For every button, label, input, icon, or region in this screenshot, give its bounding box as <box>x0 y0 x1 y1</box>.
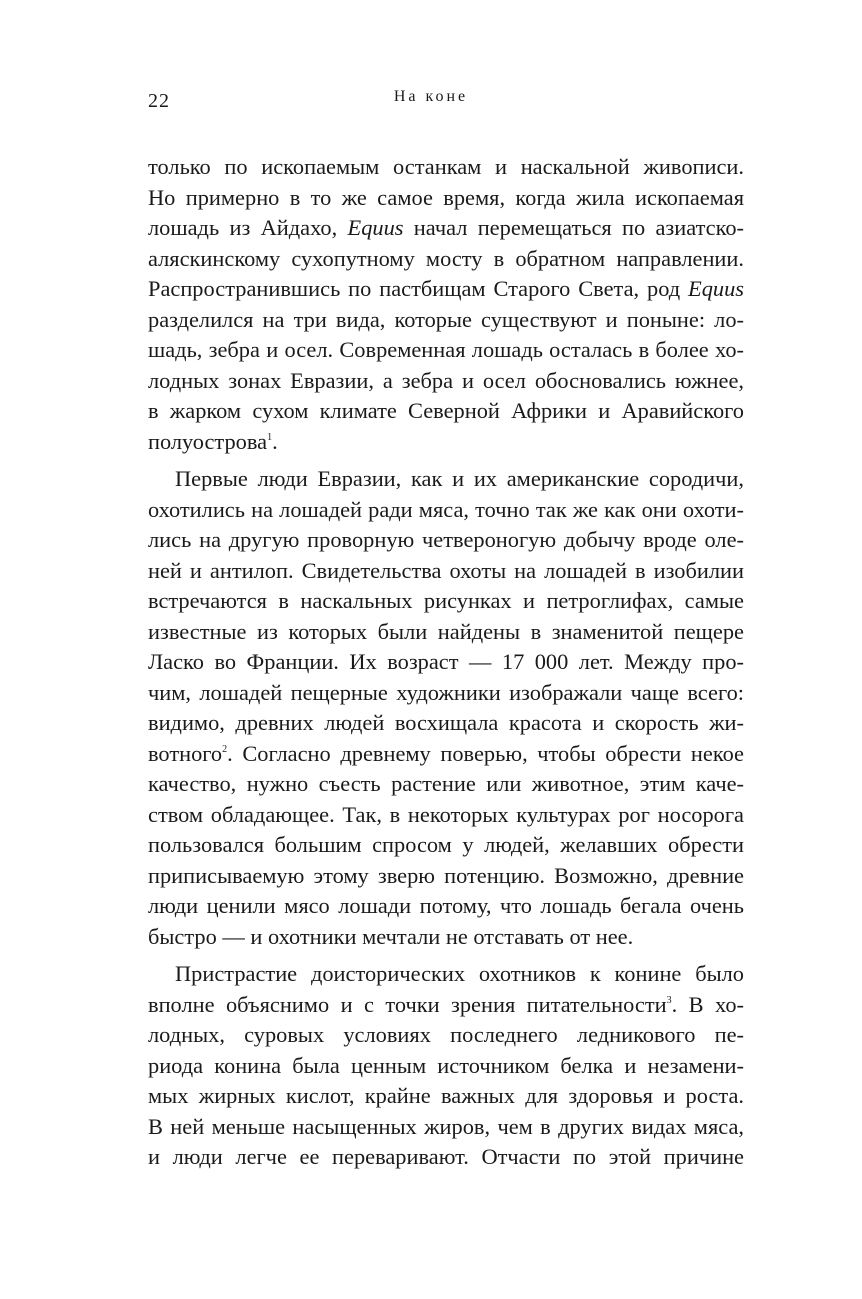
italic-term: Equus <box>347 215 404 240</box>
text-run: видимо, древних людей восхищала красота и скорость жи- <box>148 710 744 735</box>
text-line <box>148 586 744 617</box>
text-line <box>148 861 744 892</box>
text-run: быстро — и охотники мечтали не отставать от нее. <box>148 923 634 949</box>
text-run: Первые люди Евразии, как и их американские сородичи, <box>175 466 744 491</box>
text-line <box>148 739 744 770</box>
text-run: шадь, зебра и осел. Современная лошадь осталась в более хо- <box>148 337 744 362</box>
text-line <box>148 495 744 526</box>
text-run: ством обладающее. Так, в некоторых культурах рог носорога <box>148 801 744 827</box>
text-line <box>148 525 744 556</box>
text-line <box>148 1020 744 1051</box>
text-line <box>148 335 744 366</box>
running-title: На коне <box>393 88 469 105</box>
text-run: . В хо- <box>671 991 744 1017</box>
page-number: 22 <box>148 90 170 112</box>
text-run: ней и антилоп. Свидетельства охоты на лошадей в изобилии <box>148 557 744 583</box>
text-run: . Согласно древнему поверью, чтобы обрести некое <box>227 740 744 766</box>
paragraph <box>148 464 744 952</box>
text-line <box>148 922 744 953</box>
text-run: . <box>272 428 278 454</box>
text-line <box>148 1112 744 1143</box>
text-run: известные из которых были найдены в знаменитой пещере <box>148 618 744 644</box>
text-line <box>148 213 744 244</box>
text-line <box>148 678 744 709</box>
text-line <box>148 959 744 990</box>
text-line <box>148 274 744 305</box>
text-run: лись на другую проворную четвероногую добычу вроде оле- <box>148 527 744 552</box>
text-line <box>148 152 744 183</box>
text-run: риода конина была ценным источником белка и незамени- <box>148 1052 744 1078</box>
text-line <box>148 617 744 648</box>
text-run: встречаются в наскальных рисунках и петроглифах, самые <box>148 588 744 613</box>
text-run: Ласко во Франции. Их возраст — 17 000 лет. Между про- <box>148 649 744 674</box>
text-line <box>148 427 744 458</box>
text-line <box>148 990 744 1021</box>
text-run: лошадь из Айдахо, <box>148 215 348 240</box>
text-line <box>148 366 744 397</box>
text-run: лодных зонах Евразии, а зебра и осел обосновались южнее, <box>148 367 744 393</box>
text-run: разделился на три вида, которые существуют и поныне: ло- <box>148 306 744 332</box>
text-line <box>148 1081 744 1112</box>
text-run: Пристрастие доисторических охотников к конине было <box>175 961 744 986</box>
text-run: мых жирных кислот, крайне важных для здоровья и роста. <box>148 1083 744 1108</box>
text-run: начал перемещаться по азиатско- <box>403 215 744 240</box>
text-run: приписываемую этому зверю потенцию. Возможно, древние <box>148 862 744 888</box>
text-line <box>148 830 744 861</box>
text-line <box>148 708 744 739</box>
text-run: Распространившись по пастбищам Старого Света, род <box>148 276 689 301</box>
text-line <box>148 244 744 275</box>
text-line <box>148 396 744 427</box>
text-line <box>148 800 744 831</box>
footnote-ref: 3 <box>666 994 672 1006</box>
text-run: охотились на лошадей ради мяса, точно так же как они охоти- <box>148 496 744 522</box>
text-run: лодных, суровых условиях последнего ледникового пе- <box>148 1022 744 1047</box>
text-run: вотного <box>148 740 223 766</box>
text-line <box>148 464 744 495</box>
text-run: пользовался большим спросом у людей, желавших обрести <box>148 832 744 857</box>
footnote-ref: 1 <box>267 431 273 443</box>
paragraph-gap <box>148 457 744 464</box>
text-run: качество, нужно съесть растение или животное, этим каче- <box>148 771 744 796</box>
paragraph <box>148 959 744 1173</box>
text-line <box>148 305 744 336</box>
text-run: вполне объяснимо и с точки зрения питательности <box>148 991 667 1017</box>
text-run: В ней меньше насыщенных жиров, чем в других видах мяса, <box>148 1113 744 1139</box>
paragraph-gap <box>148 952 744 959</box>
text-line <box>148 1142 744 1173</box>
text-run: аляскинскому сухопутному мосту в обратном направлении. <box>148 245 744 271</box>
body-text <box>148 152 744 1173</box>
text-line <box>148 769 744 800</box>
text-line <box>148 183 744 214</box>
footnote-ref: 2 <box>222 743 228 755</box>
paragraph <box>148 152 744 457</box>
text-line <box>148 1051 744 1082</box>
text-run: и люди легче ее переваривают. Отчасти по этой причине <box>148 1144 744 1169</box>
text-run: в жарком сухом климате Северной Африки и Аравийского <box>148 398 744 423</box>
text-run: люди ценили мясо лошади потому, что лошадь бегала очень <box>148 893 744 918</box>
text-line <box>148 556 744 587</box>
text-run: Но примерно в то же самое время, когда жила ископаемая <box>148 184 744 210</box>
text-run: чим, лошадей пещерные художники изображали чаще всего: <box>148 679 744 705</box>
text-line <box>148 891 744 922</box>
italic-term: Equus <box>688 276 744 301</box>
text-line <box>148 647 744 678</box>
text-run: только по ископаемым останкам и наскальной живописи. <box>148 154 744 179</box>
text-run: полуострова <box>148 428 268 454</box>
